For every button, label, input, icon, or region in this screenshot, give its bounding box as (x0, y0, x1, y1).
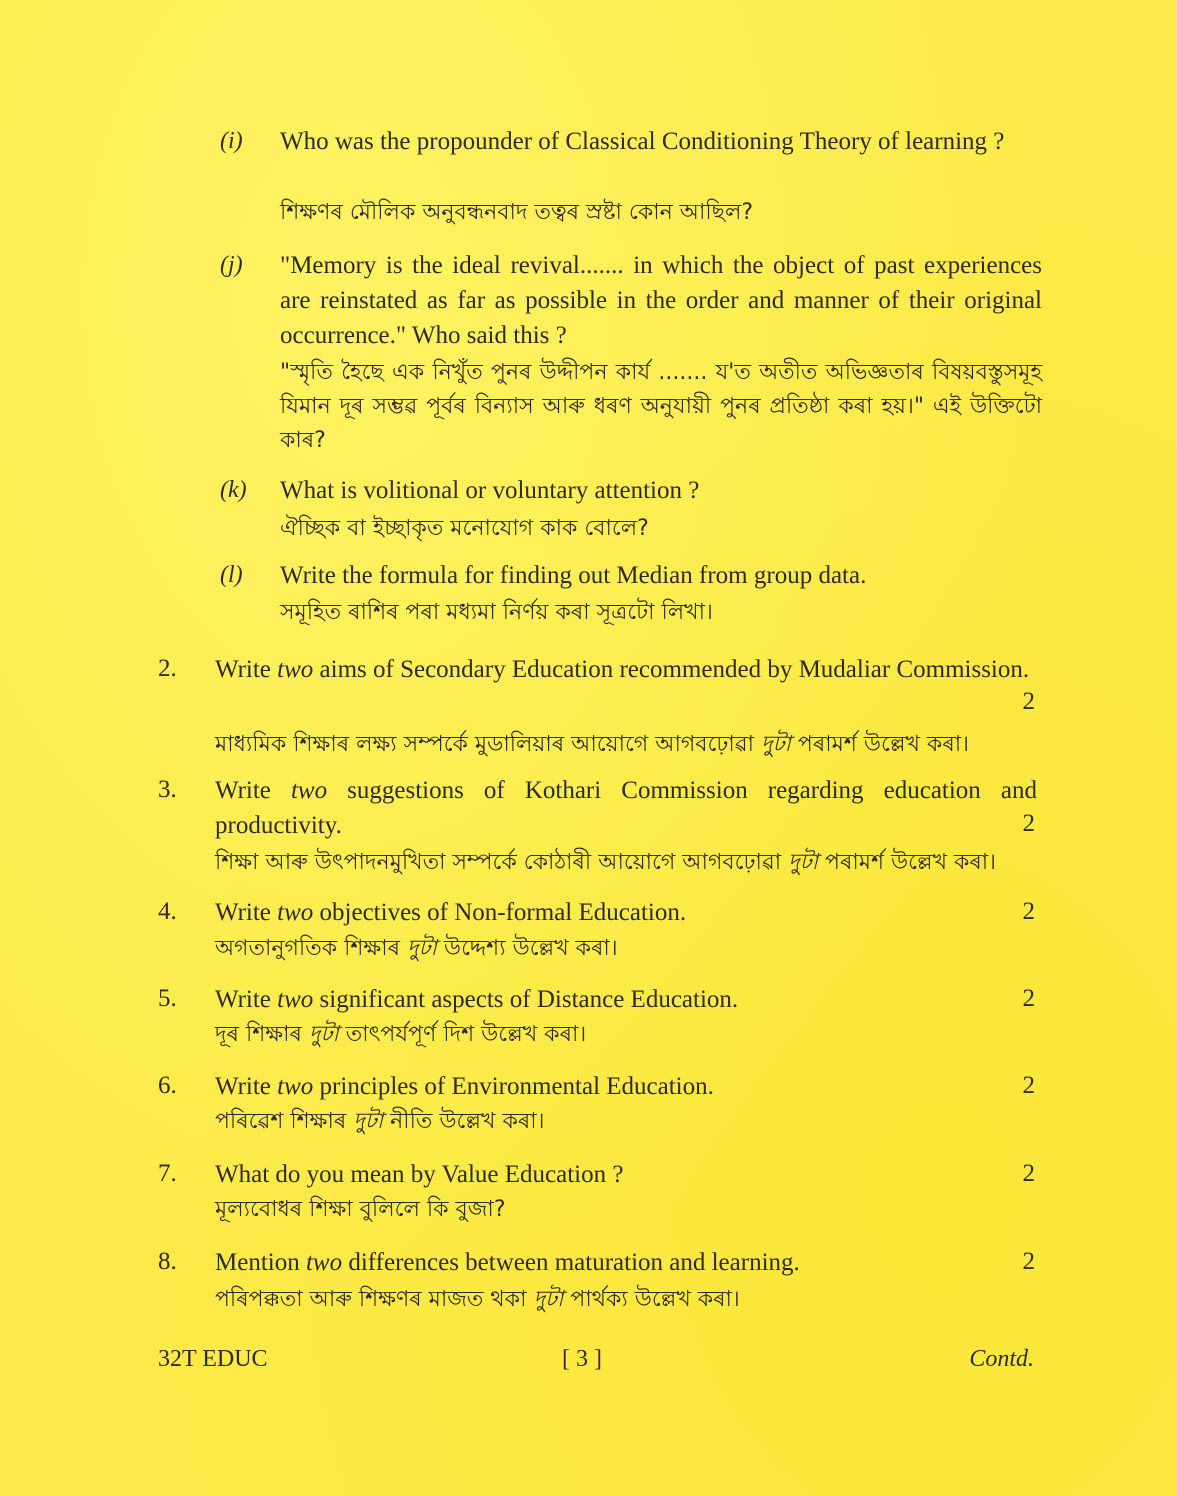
question-marks: 2 (1022, 688, 1035, 715)
question-text-as: শিক্ষা আৰু উৎপাদনমুখিতা সম্পৰ্কে কোঠাৰী আয়োগে আগবঢ়োৱা দুটা পৰামৰ্শ উল্লেখ কৰা। (215, 850, 997, 875)
sub-question-label: (j) (220, 252, 243, 278)
question-text-as: পৰিপক্কতা আৰু শিক্ষণৰ মাজত থকা দুটা পাৰ্থক্য উল্লেখ কৰা। (215, 1287, 740, 1312)
question-text-as: পৰিৱেশ শিক্ষাৰ দুটা নীতি উল্লেখ কৰা। (215, 1109, 545, 1134)
question-marks: 2 (1022, 810, 1035, 837)
sub-question-label: (i) (220, 128, 243, 154)
sub-question-text-en: "Memory is the ideal revival....... in which the object of past experiences are reinstated as far as possible in the order and manner of their original occurrence." Who said this ? (280, 252, 1042, 349)
question-text-en: Write two principles of Environmental Education. (215, 1073, 714, 1100)
question-marks: 2 (1022, 898, 1035, 925)
sub-question-text-en: Write the formula for finding out Median from group data. (280, 562, 867, 589)
question-marks: 2 (1022, 1160, 1035, 1187)
sub-question-text-as: "স্মৃতি হৈছে এক নিখুঁত পুনৰ উদ্দীপন কাৰ্য ....... য'ত অতীত অভিজ্ঞতাৰ বিষয়বস্তুসমূহ যিমান দূৰ সম্ভৱ পূৰ্বৰ বিন্যাস আৰু ধৰণ অনুযায়ী পুনৰ প্ৰতিষ্ঠা কৰা হয়।" এই উক্তিটো কাৰ? (280, 360, 1042, 453)
continued-label: Contd. (969, 1346, 1034, 1372)
question-number: 2. (158, 655, 177, 682)
page-number: [ 3 ] (562, 1346, 602, 1372)
sub-question-label: (k) (220, 477, 247, 503)
paper-code: 32T EDUC (158, 1346, 268, 1372)
sub-question-text-as: ঐচ্ছিক বা ইচ্ছাকৃত মনোযোগ কাক বোলে? (280, 516, 649, 541)
question-text-as: অগতানুগতিক শিক্ষাৰ দুটা উদ্দেশ্য উল্লেখ কৰা। (215, 936, 618, 961)
sub-question-text-en: What is volitional or voluntary attention ? (280, 477, 700, 504)
question-number: 6. (158, 1072, 177, 1099)
question-text-en: What do you mean by Value Education ? (215, 1161, 624, 1188)
sub-question-text-as: শিক্ষণৰ মৌলিক অনুবন্ধনবাদ তত্বৰ স্রষ্টা কোন আছিল? (280, 200, 754, 225)
question-text-as: মাধ্যমিক শিক্ষাৰ লক্ষ্য সম্পৰ্কে মুডালিয়াৰ আয়োগে আগবঢ়োৱা দুটা পৰামৰ্শ উল্লেখ কৰা। (215, 732, 969, 757)
question-text-as: দূৰ শিক্ষাৰ দুটা তাৎপৰ্যপূৰ্ণ দিশ উল্লেখ কৰা। (215, 1022, 587, 1047)
question-text-en: Write two objectives of Non-formal Education. (215, 899, 687, 926)
question-marks: 2 (1022, 985, 1035, 1012)
question-number: 5. (158, 985, 177, 1012)
question-number: 4. (158, 898, 177, 925)
question-number: 7. (158, 1160, 177, 1187)
question-text-en: Write two aims of Secondary Education recommended by Mudaliar Commission. (215, 656, 1030, 683)
sub-question-text-en: Who was the propounder of Classical Conditioning Theory of learning ? (280, 128, 1005, 155)
question-number: 3. (158, 776, 177, 803)
question-number: 8. (158, 1248, 177, 1275)
sub-question-text-as: সমূহিত ৰাশিৰ পৰা মধ্যমা নিৰ্ণয় কৰা সূত্ৰটো লিখা। (280, 600, 713, 625)
question-marks: 2 (1022, 1248, 1035, 1275)
question-text-en: Write two suggestions of Kothari Commission regarding education and productivity. (215, 777, 1037, 839)
sub-question-label: (l) (220, 562, 243, 588)
question-text-en: Write two significant aspects of Distance Education. (215, 986, 739, 1013)
question-text-as: মূল্যবোধৰ শিক্ষা বুলিলে কি বুজা? (215, 1197, 506, 1222)
question-marks: 2 (1022, 1072, 1035, 1099)
question-text-en: Mention two differences between maturation and learning. (215, 1249, 800, 1276)
